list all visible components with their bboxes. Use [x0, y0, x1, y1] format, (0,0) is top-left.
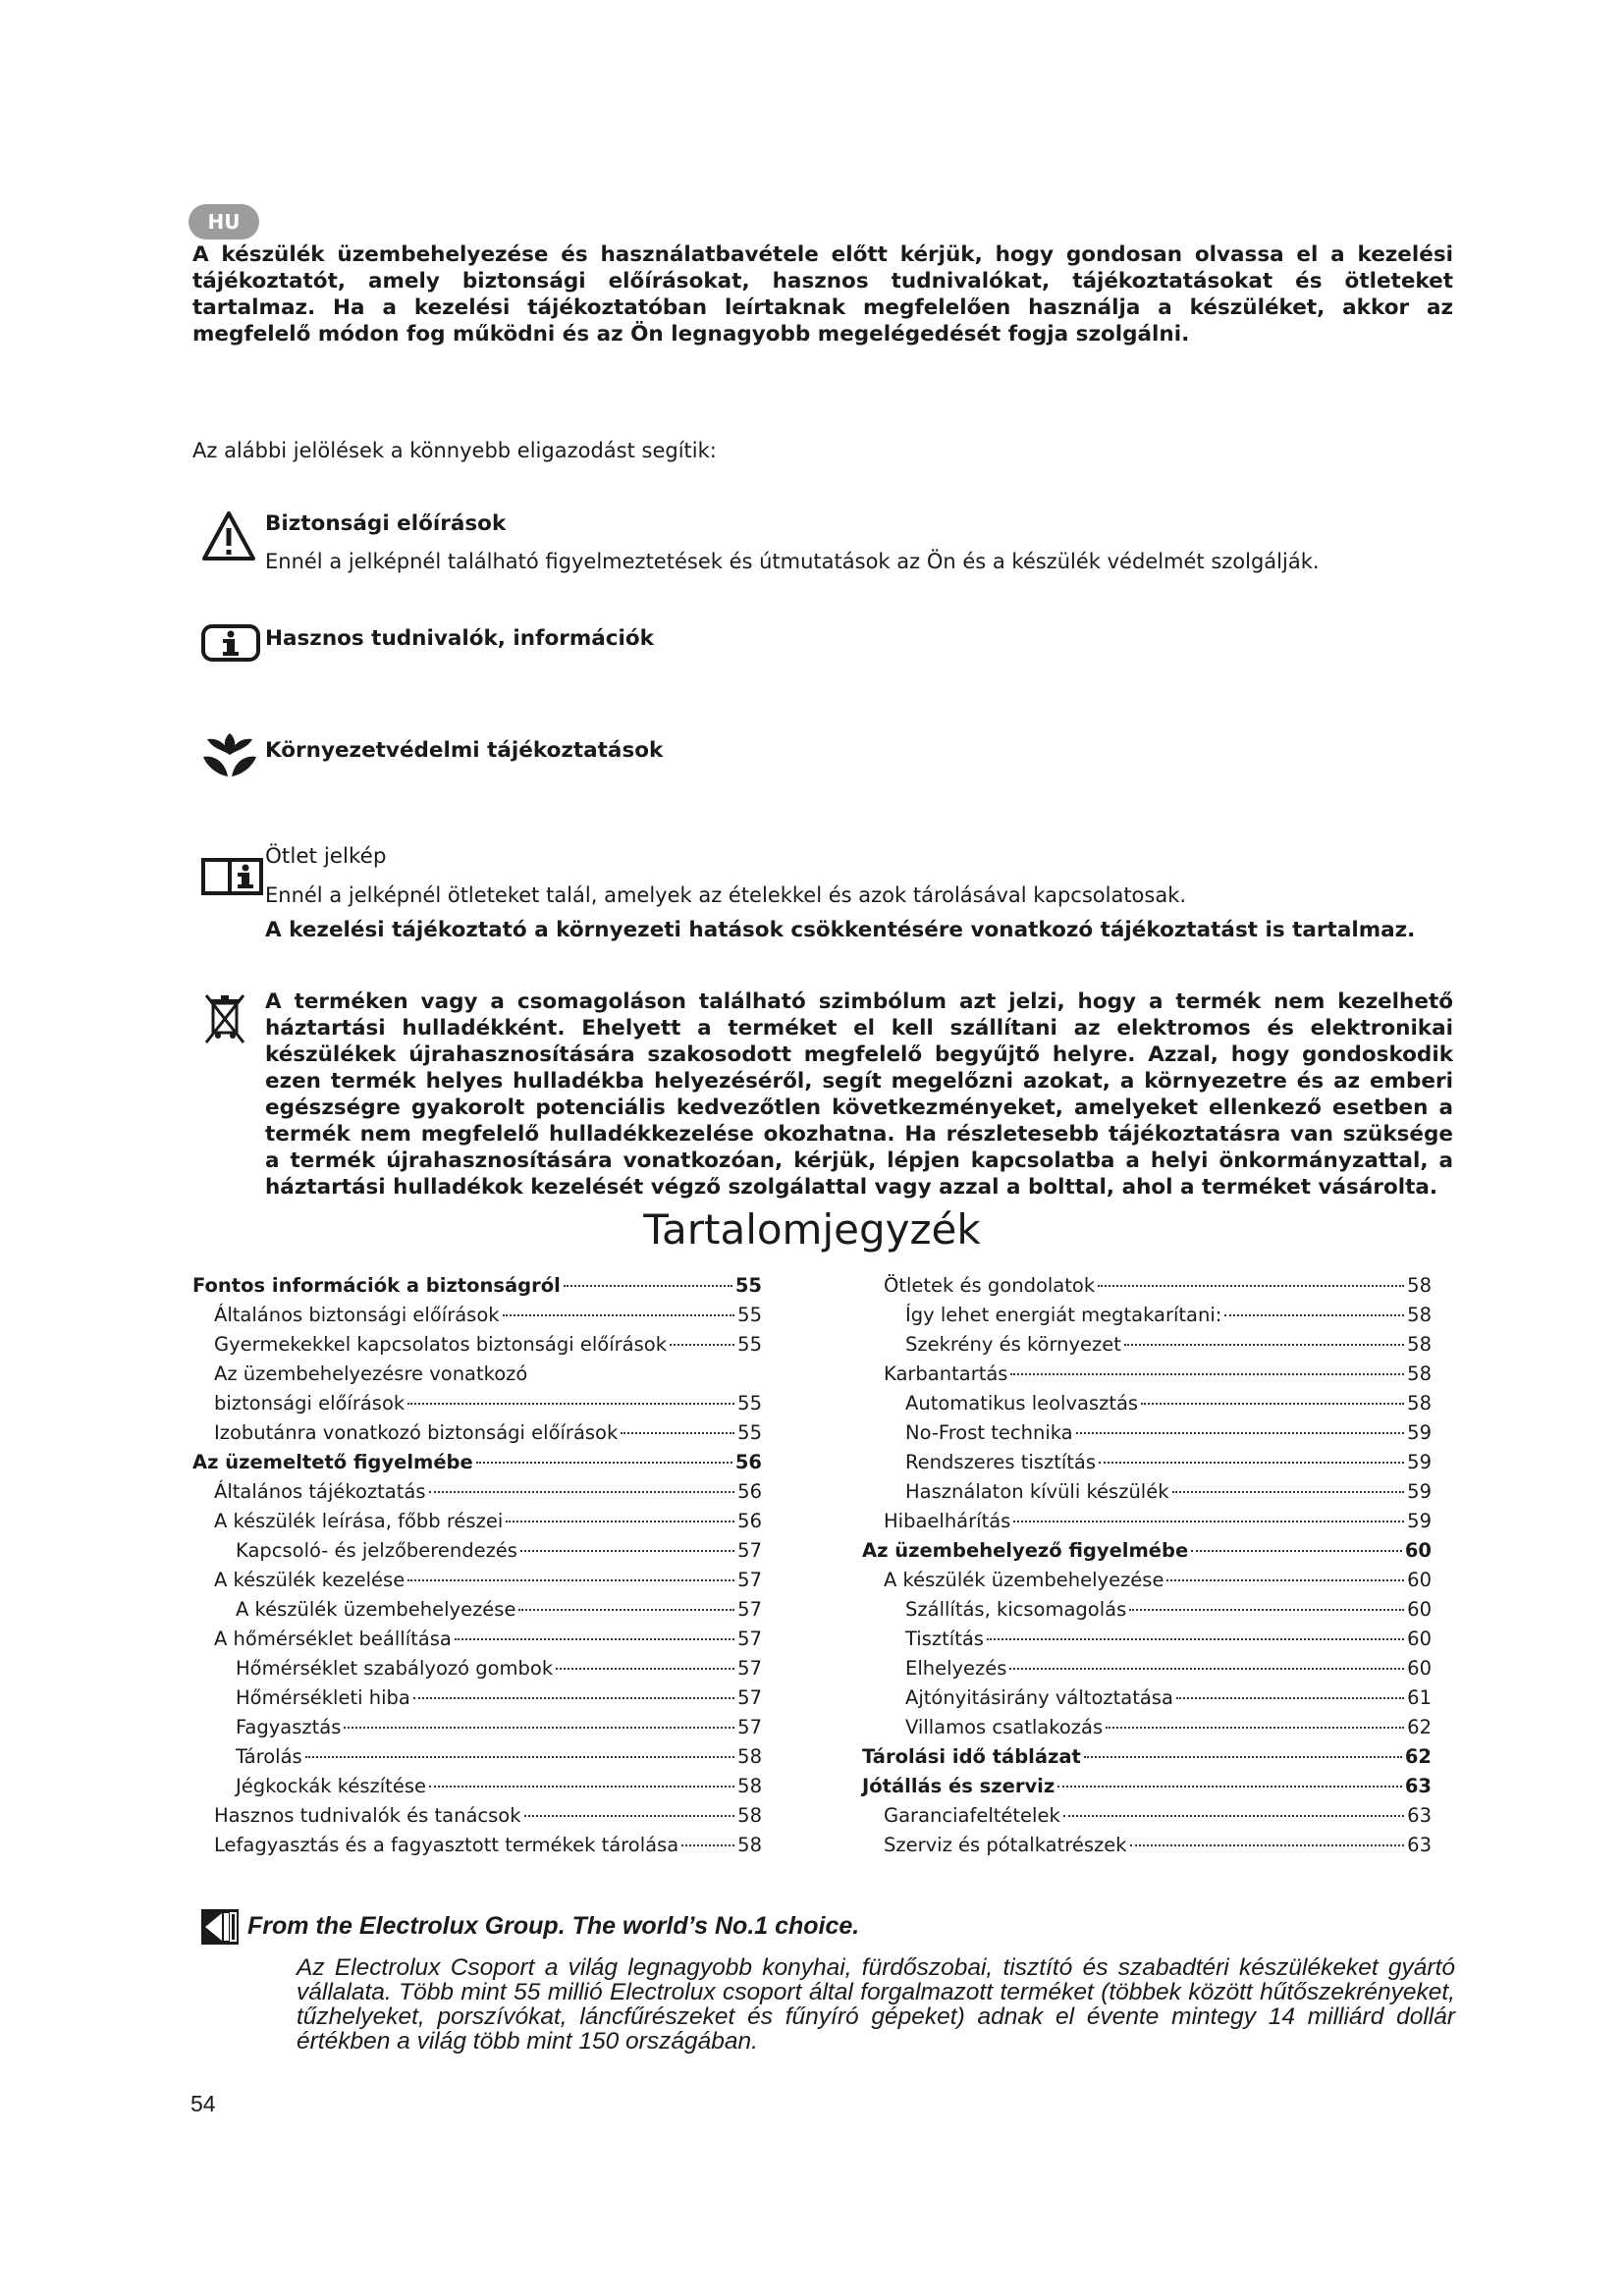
- toc-leader-dots: [305, 1756, 734, 1758]
- toc-entry: [862, 1451, 1432, 1480]
- idea-title: Ötlet jelkép: [265, 844, 387, 869]
- toc-title: Tartalomjegyzék: [643, 1205, 981, 1254]
- toc-entry-label: Ötletek és gondolatok: [884, 1274, 1096, 1297]
- toc-entry-label: Tisztítás: [905, 1628, 984, 1650]
- toc-entry-label: Így lehet energiát megtakarítani:: [905, 1304, 1222, 1326]
- toc-leader-dots: [518, 1609, 734, 1611]
- toc-entry: [862, 1834, 1432, 1863]
- toc-entry-label: Ajtónyitásirány változtatása: [905, 1686, 1173, 1709]
- toc-entry-page: 63: [1407, 1834, 1432, 1856]
- safety-title: Biztonsági előírások: [265, 511, 507, 536]
- toc-entry-label: Az üzembehelyezésre vonatkozó: [214, 1362, 528, 1385]
- toc-entry-page: 58: [1407, 1392, 1432, 1415]
- toc-leader-dots: [344, 1727, 734, 1729]
- toc-entry-page: 60: [1407, 1598, 1432, 1621]
- toc-left-column: [192, 1274, 762, 1863]
- crossed-bin-icon: [204, 991, 245, 1044]
- toc-entry: [862, 1362, 1432, 1392]
- toc-entry: [862, 1392, 1432, 1421]
- toc-entry-label: Automatikus leolvasztás: [905, 1392, 1139, 1415]
- toc-entry: [862, 1304, 1432, 1333]
- toc-entry-page: 59: [1407, 1421, 1432, 1444]
- idea-book-icon: [200, 854, 265, 897]
- toc-leader-dots: [1130, 1844, 1405, 1846]
- toc-entry-page: 56: [737, 1480, 762, 1503]
- toc-entry-page: 59: [1407, 1510, 1432, 1532]
- toc-entry: [192, 1539, 762, 1569]
- electrolux-tagline: From the Electrolux Group. The world’s No.1 choice.: [247, 1912, 860, 1940]
- toc-entry: [862, 1716, 1432, 1745]
- toc-leader-dots: [407, 1579, 734, 1581]
- toc-entry: [862, 1686, 1432, 1716]
- toc-entry-label: Elhelyezés: [905, 1657, 1007, 1680]
- electrolux-paragraph: Az Electrolux Csoport a világ legnagyobb konyhai, fürdőszobai, tisztító és szabadtéri készülékeket gyártó vállalata. Több mint 55 millió Electrolux csoport által forgalmazott terméket (többek között hűtőszekrényeket, tűzhelyeket, porszívókat, láncfűrészeket és fűnyíró gépeket) adnak el évente mintegy 14 milliárd dollár értékben a világ több mint 150 országában.: [297, 1954, 1455, 2055]
- toc-entry-label: Garanciafeltételek: [884, 1804, 1060, 1827]
- toc-entry: [862, 1569, 1432, 1598]
- info-title: Hasznos tudnivalók, információk: [265, 626, 654, 651]
- toc-leader-dots: [556, 1668, 734, 1670]
- toc-entry: [192, 1628, 762, 1657]
- toc-entry: [192, 1569, 762, 1598]
- toc-entry-page: 63: [1404, 1775, 1432, 1797]
- toc-leader-dots: [524, 1815, 735, 1817]
- toc-leader-dots: [1172, 1491, 1405, 1493]
- toc-entry-label: Szerviz és pótalkatrészek: [884, 1834, 1127, 1856]
- toc-leader-dots: [1063, 1815, 1404, 1817]
- toc-entry-page: 55: [737, 1421, 762, 1444]
- toc-entry: [192, 1775, 762, 1804]
- toc-entry-label: Fontos információk a biztonságról: [192, 1274, 561, 1297]
- toc-right-column: [862, 1274, 1432, 1863]
- toc-entry-page: 61: [1407, 1686, 1432, 1709]
- warning-triangle-icon: [201, 510, 256, 561]
- toc-entry-page: 57: [737, 1716, 762, 1738]
- toc-leader-dots: [1176, 1697, 1404, 1699]
- toc-entry: [192, 1274, 762, 1304]
- toc-leader-dots: [1084, 1756, 1402, 1758]
- toc-leader-dots: [455, 1638, 734, 1640]
- idea-text: Ennél a jelképnél ötleteket talál, amelyek az ételekkel és azok tárolásával kapcsolatosak.: [265, 883, 1187, 907]
- toc-entry: [862, 1628, 1432, 1657]
- toc-entry: [192, 1362, 762, 1392]
- intro-paragraph: A készülék üzembehelyezése és használatbavétele előtt kérjük, hogy gondosan olvassa el a kezelési tájékoztatót, amely biztonsági előírásokat, hasznos tudnivalókat, tájékoztatásokat és ötleteket tartalmaz. Ha a kezelési tájékoztatóban leírtaknak megfelelően használja a készüléket, akkor az megfelelő módon fog működni és az Ön legnagyobb megelégedését fogja szolgálni.: [192, 242, 1453, 347]
- toc-leader-dots: [413, 1697, 734, 1699]
- toc-entry-page: 56: [734, 1451, 762, 1473]
- toc-entry-page: 55: [737, 1392, 762, 1415]
- toc-entry-label: A hőmérséklet beállítása: [214, 1628, 452, 1650]
- toc-entry-page: 58: [1407, 1333, 1432, 1356]
- toc-entry-page: 57: [737, 1657, 762, 1680]
- toc-entry-label: A készülék leírása, főbb részei: [214, 1510, 504, 1532]
- toc-entry-page: 57: [737, 1539, 762, 1562]
- toc-entry: [862, 1510, 1432, 1539]
- toc-entry: [862, 1804, 1432, 1834]
- legend-lead: Az alábbi jelölések a könnyebb eligazodást segítik:: [192, 439, 717, 462]
- toc-leader-dots: [1098, 1285, 1404, 1287]
- toc-entry-label: No-Frost technika: [905, 1421, 1073, 1444]
- toc-leader-dots: [1141, 1403, 1404, 1405]
- toc-entry-label: Kapcsoló- és jelzőberendezés: [236, 1539, 517, 1562]
- toc-entry-page: 55: [737, 1333, 762, 1356]
- toc-leader-dots: [1057, 1786, 1402, 1788]
- idea-note: A kezelési tájékoztató a környezeti hatások csökkentésére vonatkozó tájékoztatást is tartalmaz.: [265, 918, 1416, 942]
- toc-entry-label: Rendszeres tisztítás: [905, 1451, 1097, 1473]
- toc-leader-dots: [987, 1638, 1404, 1640]
- page-number: 54: [190, 2091, 216, 2116]
- toc-leader-dots: [429, 1786, 734, 1788]
- toc-entry-label: Szállítás, kicsomagolás: [905, 1598, 1127, 1621]
- toc-leader-dots: [1010, 1373, 1404, 1375]
- toc-entry: [192, 1657, 762, 1686]
- toc-entry-page: 63: [1407, 1804, 1432, 1827]
- toc-entry-page: 58: [1407, 1304, 1432, 1326]
- toc-leader-dots: [564, 1285, 732, 1287]
- toc-entry-page: 58: [737, 1775, 762, 1797]
- toc-entry: [862, 1539, 1432, 1569]
- toc-entry-label: Tárolási idő táblázat: [862, 1745, 1081, 1768]
- toc-entry-page: 58: [737, 1834, 762, 1856]
- toc-entry-page: 56: [737, 1510, 762, 1532]
- toc-entry: [192, 1716, 762, 1745]
- toc-entry: [192, 1421, 762, 1451]
- language-badge: HU: [189, 204, 259, 240]
- toc-entry: [192, 1804, 762, 1834]
- toc-entry-label: Fagyasztás: [236, 1716, 342, 1738]
- toc-entry-label: Általános tájékoztatás: [214, 1480, 426, 1503]
- toc-entry: [192, 1686, 762, 1716]
- toc-entry-page: 55: [737, 1304, 762, 1326]
- toc-leader-dots: [476, 1462, 732, 1464]
- toc-leader-dots: [1076, 1432, 1405, 1434]
- toc-leader-dots: [506, 1521, 734, 1522]
- toc-entry-page: 62: [1404, 1745, 1432, 1768]
- toc-entry-page: 57: [737, 1598, 762, 1621]
- toc-entry-page: 62: [1407, 1716, 1432, 1738]
- toc-entry-label: Izobutánra vonatkozó biztonsági előírások: [214, 1421, 619, 1444]
- toc-leader-dots: [1106, 1727, 1404, 1729]
- safety-text: Ennél a jelképnél található figyelmeztetések és útmutatások az Ön és a készülék védelmét szolgálják.: [265, 550, 1320, 573]
- toc-entry-page: 57: [737, 1569, 762, 1591]
- toc-entry-label: Hibaelhárítás: [884, 1510, 1011, 1532]
- toc-entry-label: Hasznos tudnivalók és tanácsok: [214, 1804, 521, 1827]
- toc-entry-page: 59: [1407, 1451, 1432, 1473]
- toc-entry: [862, 1745, 1432, 1775]
- toc-leader-dots: [1009, 1668, 1404, 1670]
- weee-paragraph: A terméken vagy a csomagoláson található szimbólum azt jelzi, hogy a termék nem kezelhető háztartási hulladékként. Ehelyett a terméket el kell szállítani az elektromos és elektronikai készülékek újrahasznosítására szakosodott megfelelő begyűjtő helyre. Azzal, hogy gondoskodik ezen termék helyes hulladékba helyezéséről, segít megelőzni azokat, a környezetre és az emberi egészségre gyakorolt potenciális kedvezőtlen következményeket, amelyeket ellenkező esetben a termék nem megfelelő hulladékkezelése okozhatna. Ha részletesebb tájékoztatásra van szüksége a termék újrahasznosítására vonatkozóan, kérjük, lépjen kapcsolatba a helyi önkormányzattal, a háztartási hulladékok kezelését végző szolgálattal vagy azzal a bolttal, ahol a terméket vásárolta.: [265, 989, 1453, 1200]
- toc-entry-page: 58: [1407, 1274, 1432, 1297]
- toc-entry: [192, 1510, 762, 1539]
- toc-entry-label: Jótállás és szerviz: [862, 1775, 1056, 1797]
- toc-entry: [862, 1480, 1432, 1510]
- toc-entry: [862, 1598, 1432, 1628]
- toc-entry-page: 58: [737, 1745, 762, 1768]
- toc-entry: [192, 1451, 762, 1480]
- toc-entry: [192, 1480, 762, 1510]
- toc-entry-page: 60: [1407, 1628, 1432, 1650]
- toc-entry-page: 57: [737, 1686, 762, 1709]
- toc-entry-label: Szekrény és környezet: [905, 1333, 1121, 1356]
- toc-leader-dots: [407, 1403, 734, 1405]
- toc-entry-label: Tárolás: [236, 1745, 302, 1768]
- toc-entry-label: Általános biztonsági előírások: [214, 1304, 500, 1326]
- toc-leader-dots: [621, 1432, 734, 1434]
- toc-leader-dots: [1166, 1579, 1404, 1581]
- toc-entry-page: 58: [737, 1804, 762, 1827]
- toc-entry-label: Jégkockák készítése: [236, 1775, 426, 1797]
- toc-entry-label: A készülék üzembehelyezése: [884, 1569, 1164, 1591]
- toc-leader-dots: [1191, 1550, 1402, 1552]
- toc-entry-page: 60: [1407, 1657, 1432, 1680]
- toc-entry-page: 60: [1407, 1569, 1432, 1591]
- toc-entry: [862, 1775, 1432, 1804]
- toc-entry: [862, 1333, 1432, 1362]
- toc-entry: [862, 1274, 1432, 1304]
- toc-entry: [192, 1745, 762, 1775]
- toc-entry: [862, 1657, 1432, 1686]
- toc-leader-dots: [503, 1314, 735, 1316]
- environment-flower-icon: [199, 727, 260, 778]
- toc-entry-label: Lefagyasztás és a fagyasztott termékek tárolása: [214, 1834, 679, 1856]
- toc-entry-label: A készülék üzembehelyezése: [236, 1598, 516, 1621]
- toc-leader-dots: [1224, 1314, 1404, 1316]
- toc-leader-dots: [1124, 1344, 1404, 1346]
- toc-entry-label: A készülék kezelése: [214, 1569, 406, 1591]
- toc-leader-dots: [520, 1550, 734, 1552]
- toc-entry: [192, 1333, 762, 1362]
- toc-entry-page: 57: [737, 1628, 762, 1650]
- toc-leader-dots: [1013, 1521, 1404, 1522]
- toc-entry-page: 55: [734, 1274, 762, 1297]
- toc-entry-label: Villamos csatlakozás: [905, 1716, 1104, 1738]
- toc-entry-label: Az üzemeltető figyelmébe: [192, 1451, 473, 1473]
- toc-entry: [192, 1834, 762, 1863]
- toc-entry: [192, 1598, 762, 1628]
- toc-entry: [862, 1421, 1432, 1451]
- toc-entry-label: Hőmérsékleti hiba: [236, 1686, 410, 1709]
- toc-entry-label: Karbantartás: [884, 1362, 1008, 1385]
- toc-leader-dots: [1099, 1462, 1404, 1464]
- toc-entry-page: 60: [1404, 1539, 1432, 1562]
- info-icon: [201, 624, 260, 662]
- toc-entry-page: 59: [1407, 1480, 1432, 1503]
- toc-entry-label: Gyermekekkel kapcsolatos biztonsági előírások: [214, 1333, 667, 1356]
- electrolux-logo-icon: [200, 1908, 240, 1946]
- toc-entry: [192, 1392, 762, 1421]
- toc-entry-label: Használaton kívüli készülék: [905, 1480, 1169, 1503]
- toc-leader-dots: [681, 1844, 734, 1846]
- toc-entry-label: Hőmérséklet szabályozó gombok: [236, 1657, 554, 1680]
- environment-title: Környezetvédelmi tájékoztatások: [265, 738, 664, 763]
- toc-entry-label: Az üzembehelyező figyelmébe: [862, 1539, 1189, 1562]
- toc-entry: [192, 1304, 762, 1333]
- toc-entry-page: 58: [1407, 1362, 1432, 1385]
- toc-leader-dots: [1129, 1609, 1404, 1611]
- toc-leader-dots: [429, 1491, 735, 1493]
- toc-leader-dots: [670, 1344, 734, 1346]
- toc-entry-label: biztonsági előírások: [214, 1392, 406, 1415]
